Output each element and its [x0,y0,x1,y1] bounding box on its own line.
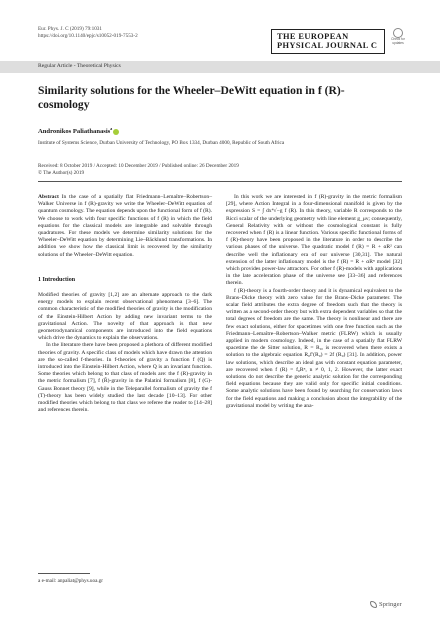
intro-paragraph-1: Modified theories of gravity [1,2] are an alternate approach to the dark energy models to explain recent observational phenomena [3–6]. The common characteristic of the modified theories of gravity is the modification of the Einstein-Hilbert Action by adding new invariant terms to the gravitational Action. The novelty of that approach is that new geometrodynamical components are introduced into the field equations which drive the dynamics to explain the observations. [38,292,212,342]
orcid-icon[interactable] [113,129,119,135]
abstract-heading: Abstract [38,194,59,200]
col2-paragraph-1: In this work we are interested in f (R)-gravity in the metric formalism [29], where Action Integral in a four-dimensional manifold is given by the expression S = ∫ dx⁴√−g f (R). In this theory, variable R corresponds to the Ricci scalar of the underlying geometry with line element g_μν; consequently, General Relativity with or without the cosmological constant is fully recovered when f (R) is a linear function. Various specific functional forms of f (R)-theory have been proposed in the literature in order to describe the various phases of the universe. The quadratic model f (R) = R + αR² can describe well the inflationary era of our universe [30,31]. The natural extension of the latter inflationary model is the f (R) = R + αRⁿ model [32] which provides power-law attractors. For other f (R)-models with applications in the late acceleration phase of the universe see [33–36] and references therein. [226,194,402,287]
journal-name-line1: THE EUROPEAN [277,32,349,41]
publication-dates [38,163,239,177]
springer-icon [370,601,377,608]
doi-link[interactable]: https://doi.org/10.1140/epjc/s10052-019-7553-2 [38,33,138,39]
author-line: Andronikos Paliathanasis$^a$ [38,126,119,135]
abstract [38,194,212,259]
journal-citation: Eur. Phys. J. C (2019) 79:1031 [38,26,102,32]
section-heading: 1 Introduction [38,276,76,283]
publisher-mark [370,601,402,608]
right-column [226,194,402,410]
copyright-line: © The Author(s) 2019 [38,170,85,176]
check-for-updates-badge[interactable] [390,28,406,50]
col2-paragraph-2: f (R)-theory is a fourth-order theory and it is dynamical equivalent to the Brans–Dicke theory with zero value for the Brans–Dicke parameter. The scalar field attributes the extra degree of freedom such that the theory is written as a second-order theory but with extra dependent variables so that the total degrees of freedom are the same. The theory is nonlinear and there are few exact solutions, either for spacetimes with one free function such as the Friedmann–Lemaître–Robertson–Walker metric (FLRW) which is usually applied in modern cosmology. Indeed, in the case of a spatially flat FLRW spacetime the de Sitter solution, R = R₀, is recovered when there exists a solution to the algebraic equation R₀f′(R₀) = 2f (R₀) [31]. In addition, power law solutions, which describe an ideal gas with constant equation parameter, are recovered when f (R) = f₀Rⁿ, n ≠ 0, 1, 2. However, the latter exact solutions do not describe the generic analytic solution for the corresponding field equations because they are valid only for specific initial conditions. Some analytic solutions have been found by searching for conservation laws for the field equations and making a conclusion about the integrability of the gravitational model by writing the ana- [226,287,402,409]
affiliation: Institute of Systems Science, Durban University of Technology, PO Box 1334, Durban 4000, Republic of South Africa [38,140,285,146]
publisher-name: Springer [379,601,402,609]
journal-name-line2: PHYSICAL JOURNAL C [277,41,378,50]
badge-label: Check for updates [391,37,405,45]
article-title: Similarity solutions for the Wheeler–DeWitt equation in f (R)-cosmology [38,84,345,111]
citation-header [38,26,138,40]
journal-logo [271,29,385,54]
left-column [38,194,212,414]
intro-paragraph-2: In the literature there have been proposed a plethora of different modified theories of gravity. A specific class of models which have drawn the attention are the so-called f-theories. In f-theories of gravity a function f (Q) is introduced into the Einstein-Hilbert Action, where Q is an invariant function. Some theories which belong to that class of models are: the f (R)-gravity in the metric formalism [7], f (R̂)-gravity in the Palatini formalism [8], f (G)-Gauss Bonnet theory [9], while in the Teleparallel formalism of gravity the f (T)-theory has been widely studied the last decade [10–13]. For other modified theories which belong to that class we referee the reader to [14–28] and references therein. [38,342,212,414]
footnote-divider [38,573,90,574]
article-type: Regular Article - Theoretical Physics [38,63,121,69]
dates-line: Received: 8 October 2019 / Accepted: 10 December 2019 / Published online: 26 December 2019 [38,163,239,169]
divider [38,181,402,182]
author-name: Andronikos Paliathanasis [38,128,111,136]
article-type-band [0,61,440,73]
footnote-email[interactable]: a e-mail: anpaliat@phys.uoa.gr [38,578,103,584]
abstract-text: In the case of a spatially flat Friedmann–Lemaître–Robertson–Walker Universe in f (R)-gravity we write the Wheeler–DeWitt equation of quantum cosmology. The equation depends upon the functional form of f (R). We choose to work with four specific functions of f (R) in which the field equations for the classical models are integrable and solvable through quadratures. For these models we determine similarity solutions for the Wheeler–DeWitt equation by determining Lie–Bäcklund transformations. In addition we show how the classical limit is recovered by the similarity solutions of the Wheeler–DeWitt equation. [38,194,212,258]
